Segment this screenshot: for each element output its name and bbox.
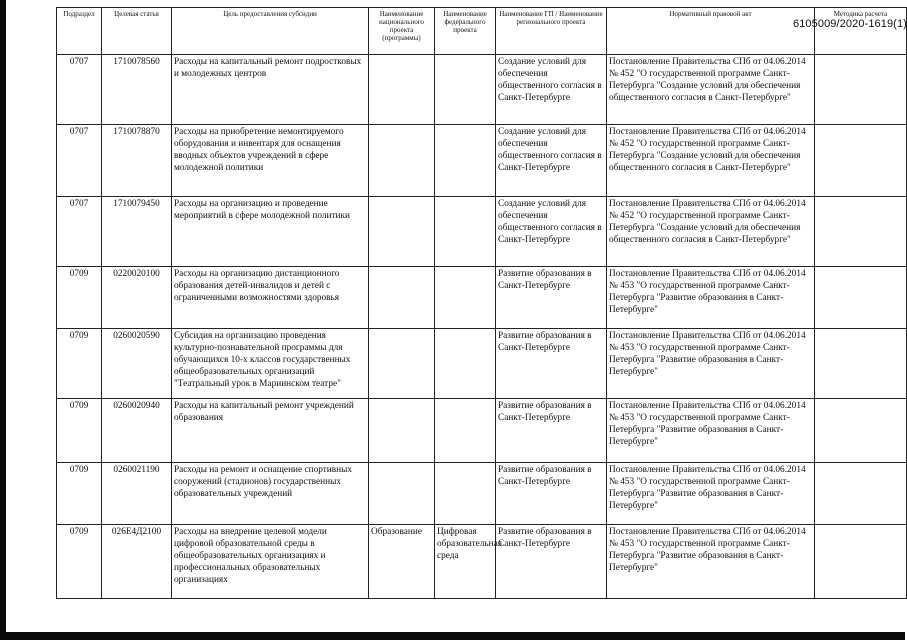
row-program: Создание условий для обеспечения общественного согласия в Санкт-Петербурге — [496, 55, 607, 125]
row-target: 0260020940 — [102, 399, 172, 463]
scan-left-edge — [0, 0, 6, 640]
header-purpose: Цель предоставления субсидии — [172, 8, 369, 55]
row-federal-project — [435, 399, 496, 463]
table-row — [57, 525, 907, 599]
header-section: Подраздел — [57, 8, 102, 55]
row-purpose: Расходы на организацию и проведение мероприятий в сфере молодежной политики — [172, 197, 369, 267]
row-method — [815, 329, 907, 399]
row-program: Развитие образования в Санкт-Петербурге — [496, 329, 607, 399]
row-act: Постановление Правительства СПб от 04.06.2014 № 452 "О государственной программе Санкт-Петербурга "Создание условий для обеспечения общественного согласия в Санкт-Петербурге" — [607, 125, 815, 197]
header-method: Методика расчета — [815, 8, 907, 55]
row-method — [815, 525, 907, 599]
row-national-project — [369, 329, 435, 399]
header-act: Нормативный правовой акт — [607, 8, 815, 55]
header-program: Наименование ГП / Наименование регионального проекта — [496, 8, 607, 55]
row-target: 0260021190 — [102, 463, 172, 525]
row-section: 0707 — [57, 197, 102, 267]
table-row — [57, 267, 907, 329]
row-national-project — [369, 55, 435, 125]
row-purpose: Расходы на ремонт и оснащение спортивных сооружений (стадионов) государственных образовательных учреждений — [172, 463, 369, 525]
row-section: 0709 — [57, 329, 102, 399]
row-method — [815, 197, 907, 267]
row-target: 1710079450 — [102, 197, 172, 267]
row-program: Создание условий для обеспечения общественного согласия в Санкт-Петербурге — [496, 125, 607, 197]
row-method — [815, 55, 907, 125]
row-section: 0709 — [57, 525, 102, 599]
row-act: Постановление Правительства СПб от 04.06.2014 № 453 "О государственной программе Санкт-Петербурга "Развитие образования в Санкт-Петербурге" — [607, 525, 815, 599]
row-act: Постановление Правительства СПб от 04.06.2014 № 453 "О государственной программе Санкт-Петербурга "Развитие образования в Санкт-Петербурге" — [607, 267, 815, 329]
table-row — [57, 197, 907, 267]
row-purpose: Расходы на организацию дистанционного образования детей-инвалидов и детей с ограниченными возможностями здоровья — [172, 267, 369, 329]
row-federal-project — [435, 55, 496, 125]
row-purpose: Расходы на капитальный ремонт подростковых и молодежных центров — [172, 55, 369, 125]
header-national-project: Наименование национального проекта (программы) — [369, 8, 435, 55]
row-target: 026Е4Д2100 — [102, 525, 172, 599]
table-row — [57, 55, 907, 125]
table-row — [57, 463, 907, 525]
row-section: 0709 — [57, 399, 102, 463]
row-national-project: Образование — [369, 525, 435, 599]
row-federal-project — [435, 125, 496, 197]
row-act: Постановление Правительства СПб от 04.06.2014 № 453 "О государственной программе Санкт-Петербурга "Развитие образования в Санкт-Петербурге" — [607, 463, 815, 525]
row-national-project — [369, 125, 435, 197]
row-act: Постановление Правительства СПб от 04.06.2014 № 453 "О государственной программе Санкт-Петербурга "Развитие образования в Санкт-Петербурге" — [607, 329, 815, 399]
row-section: 0709 — [57, 267, 102, 329]
row-federal-project — [435, 197, 496, 267]
header-target: Целевая статья — [102, 8, 172, 55]
document-id-stamp: 6105009/2020-1619(1) — [793, 18, 907, 30]
row-federal-project — [435, 267, 496, 329]
row-program: Развитие образования в Санкт-Петербурге — [496, 463, 607, 525]
row-section: 0707 — [57, 125, 102, 197]
row-method — [815, 399, 907, 463]
scan-bottom-edge — [0, 632, 905, 640]
row-section: 0707 — [57, 55, 102, 125]
row-section: 0709 — [57, 463, 102, 525]
table-header-row — [57, 8, 907, 55]
row-method — [815, 267, 907, 329]
row-purpose: Расходы на капитальный ремонт учреждений образования — [172, 399, 369, 463]
row-act: Постановление Правительства СПб от 04.06.2014 № 453 "О государственной программе Санкт-Петербурга "Развитие образования в Санкт-Петербурге" — [607, 399, 815, 463]
row-national-project — [369, 463, 435, 525]
table-row — [57, 329, 907, 399]
row-program: Создание условий для обеспечения общественного согласия в Санкт-Петербурге — [496, 197, 607, 267]
table-row — [57, 399, 907, 463]
row-act: Постановление Правительства СПб от 04.06.2014 № 452 "О государственной программе Санкт-Петербурга "Создание условий для обеспечения общественного согласия в Санкт-Петербурге" — [607, 197, 815, 267]
row-program: Развитие образования в Санкт-Петербурге — [496, 267, 607, 329]
row-target: 0220020100 — [102, 267, 172, 329]
row-federal-project: Цифровая образовательная среда — [435, 525, 496, 599]
row-purpose: Субсидия на организацию проведения культурно-познавательной программы для обучающихся 10-х классов государственных общеобразовательных организаций "Театральный урок в Мариинском театре" — [172, 329, 369, 399]
row-method — [815, 463, 907, 525]
row-program: Развитие образования в Санкт-Петербурге — [496, 399, 607, 463]
row-federal-project — [435, 329, 496, 399]
row-national-project — [369, 267, 435, 329]
row-federal-project — [435, 463, 496, 525]
row-program: Развитие образования в Санкт-Петербурге — [496, 525, 607, 599]
row-method — [815, 125, 907, 197]
row-purpose: Расходы на внедрение целевой модели цифровой образовательной среды в общеобразовательных организациях и профессиональных образовательных организациях — [172, 525, 369, 599]
row-national-project — [369, 197, 435, 267]
subsidy-table — [56, 7, 907, 599]
row-target: 1710078870 — [102, 125, 172, 197]
table-row — [57, 125, 907, 197]
header-federal-project: Наименование федерального проекта — [435, 8, 496, 55]
row-target: 0260020590 — [102, 329, 172, 399]
row-target: 1710078560 — [102, 55, 172, 125]
row-act: Постановление Правительства СПб от 04.06.2014 № 452 "О государственной программе Санкт-Петербурга "Создание условий для обеспечения общественного согласия в Санкт-Петербурге" — [607, 55, 815, 125]
row-national-project — [369, 399, 435, 463]
row-purpose: Расходы на приобретение немонтируемого оборудования и инвентаря для оснащения вводных объектов учреждений в сфере молодежной политики — [172, 125, 369, 197]
